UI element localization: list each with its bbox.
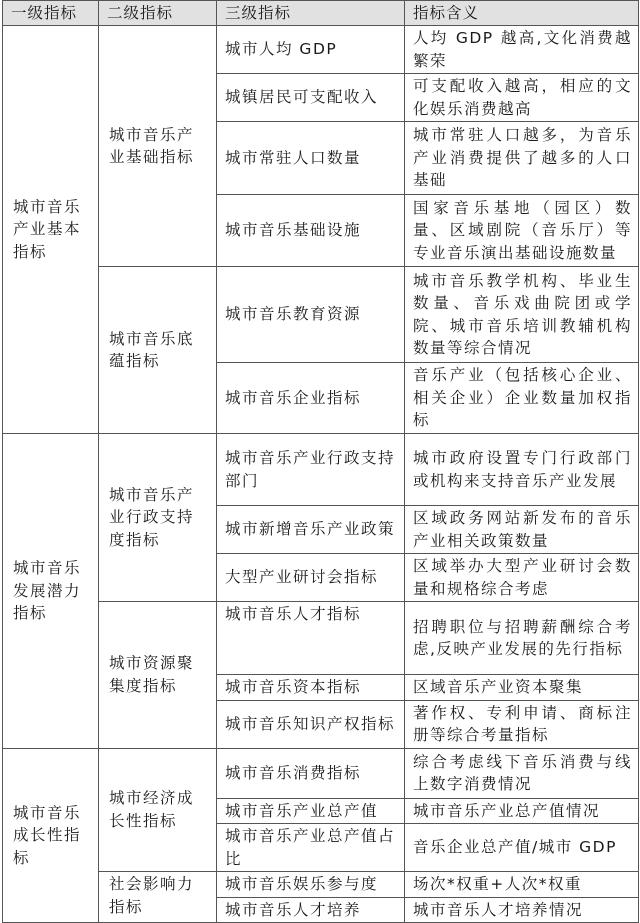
meaning-cell: 招聘职位与招聘薪酬综合考虑,反映产业发展的先行指标: [405, 602, 639, 675]
meaning-cell: 人均 GDP 越高,文化消费越繁荣: [405, 26, 639, 74]
level2-cell: 城市经济成长性指标: [99, 748, 217, 872]
level3-cell: 城市音乐产业行政支持部门: [217, 434, 405, 506]
level2-cell: 城市音乐产业基础指标: [99, 26, 217, 267]
level3-cell: 城市音乐人才培养: [217, 897, 405, 923]
header-row: [3, 1, 639, 26]
level3-cell: 城市常驻人口数量: [217, 122, 405, 195]
level3-cell: 城市新增音乐产业政策: [217, 506, 405, 554]
meaning-cell: 城市常驻人口越多，为音乐产业消费提供了越多的人口基础: [405, 122, 639, 195]
level1-cell: 城市音乐产业基本指标: [3, 26, 99, 434]
level3-cell: 城市音乐产业总产值占比: [217, 824, 405, 872]
level3-cell: 大型产业研讨会指标: [217, 554, 405, 602]
header-meaning: 指标含义: [405, 1, 639, 26]
table-row: [3, 26, 639, 74]
table-row: [3, 602, 639, 675]
level3-cell: 城市音乐基础设施: [217, 195, 405, 267]
level3-cell: 城市音乐娱乐参与度: [217, 872, 405, 898]
meaning-cell: 音乐产业（包括核心企业、相关企业）企业数量加权指标: [405, 363, 639, 434]
table-row: [3, 748, 639, 798]
indicator-table: [2, 0, 639, 923]
header-level1: 一级指标: [3, 1, 99, 26]
level3-cell: 城市音乐资本指标: [217, 675, 405, 701]
table-row: [3, 872, 639, 898]
level2-cell: 城市资源聚集度指标: [99, 602, 217, 749]
level3-cell: 城市人均 GDP: [217, 26, 405, 74]
meaning-cell: 区域政务网站新发布的音乐产业相关政策数量: [405, 506, 639, 554]
level3-cell: 城市音乐知识产权指标: [217, 700, 405, 748]
meaning-cell: 可支配收入越高，相应的文化娱乐消费越高: [405, 74, 639, 122]
level2-cell: 城市音乐产业行政支持度指标: [99, 434, 217, 602]
meaning-cell: 国家音乐基地（园区）数量、区域剧院（音乐厅）等专业音乐演出基础设施数量: [405, 195, 639, 267]
meaning-cell: 区域音乐产业资本聚集: [405, 675, 639, 701]
level2-cell: 社会影响力指标: [99, 872, 217, 923]
meaning-cell: 城市音乐产业总产值情况: [405, 798, 639, 824]
level2-cell: 城市音乐底蕴指标: [99, 267, 217, 434]
meaning-cell: 著作权、专利申请、商标注册等综合考量指标: [405, 700, 639, 748]
level3-cell: 城市音乐产业总产值: [217, 798, 405, 824]
level3-cell: 城镇居民可支配收入: [217, 74, 405, 122]
level3-cell: 城市音乐企业指标: [217, 363, 405, 434]
level1-cell: 城市音乐发展潜力指标: [3, 434, 99, 749]
level1-cell: 城市音乐成长性指标: [3, 748, 99, 923]
header-level2: 二级指标: [99, 1, 217, 26]
level3-cell: 城市音乐消费指标: [217, 748, 405, 798]
meaning-cell: 城市音乐人才培养情况: [405, 897, 639, 923]
meaning-cell: 城市政府设置专门行政部门或机构来支持音乐产业发展: [405, 434, 639, 506]
meaning-cell: 场次*权重+人次*权重: [405, 872, 639, 898]
level3-cell: 城市音乐教育资源: [217, 267, 405, 363]
table-row: [3, 434, 639, 506]
table-row: [3, 267, 639, 363]
level3-cell: 城市音乐人才指标: [217, 602, 405, 675]
meaning-cell: 区域举办大型产业研讨会数量和规格综合考虑: [405, 554, 639, 602]
meaning-cell: 城市音乐教学机构、毕业生数量、音乐戏曲院团或学院、城市音乐培训教辅机构数量等综合情况: [405, 267, 639, 363]
header-level3: 三级指标: [217, 1, 405, 26]
meaning-cell: 综合考虑线下音乐消费与线上数字消费情况: [405, 748, 639, 798]
meaning-cell: 音乐企业总产值/城市 GDP: [405, 824, 639, 872]
